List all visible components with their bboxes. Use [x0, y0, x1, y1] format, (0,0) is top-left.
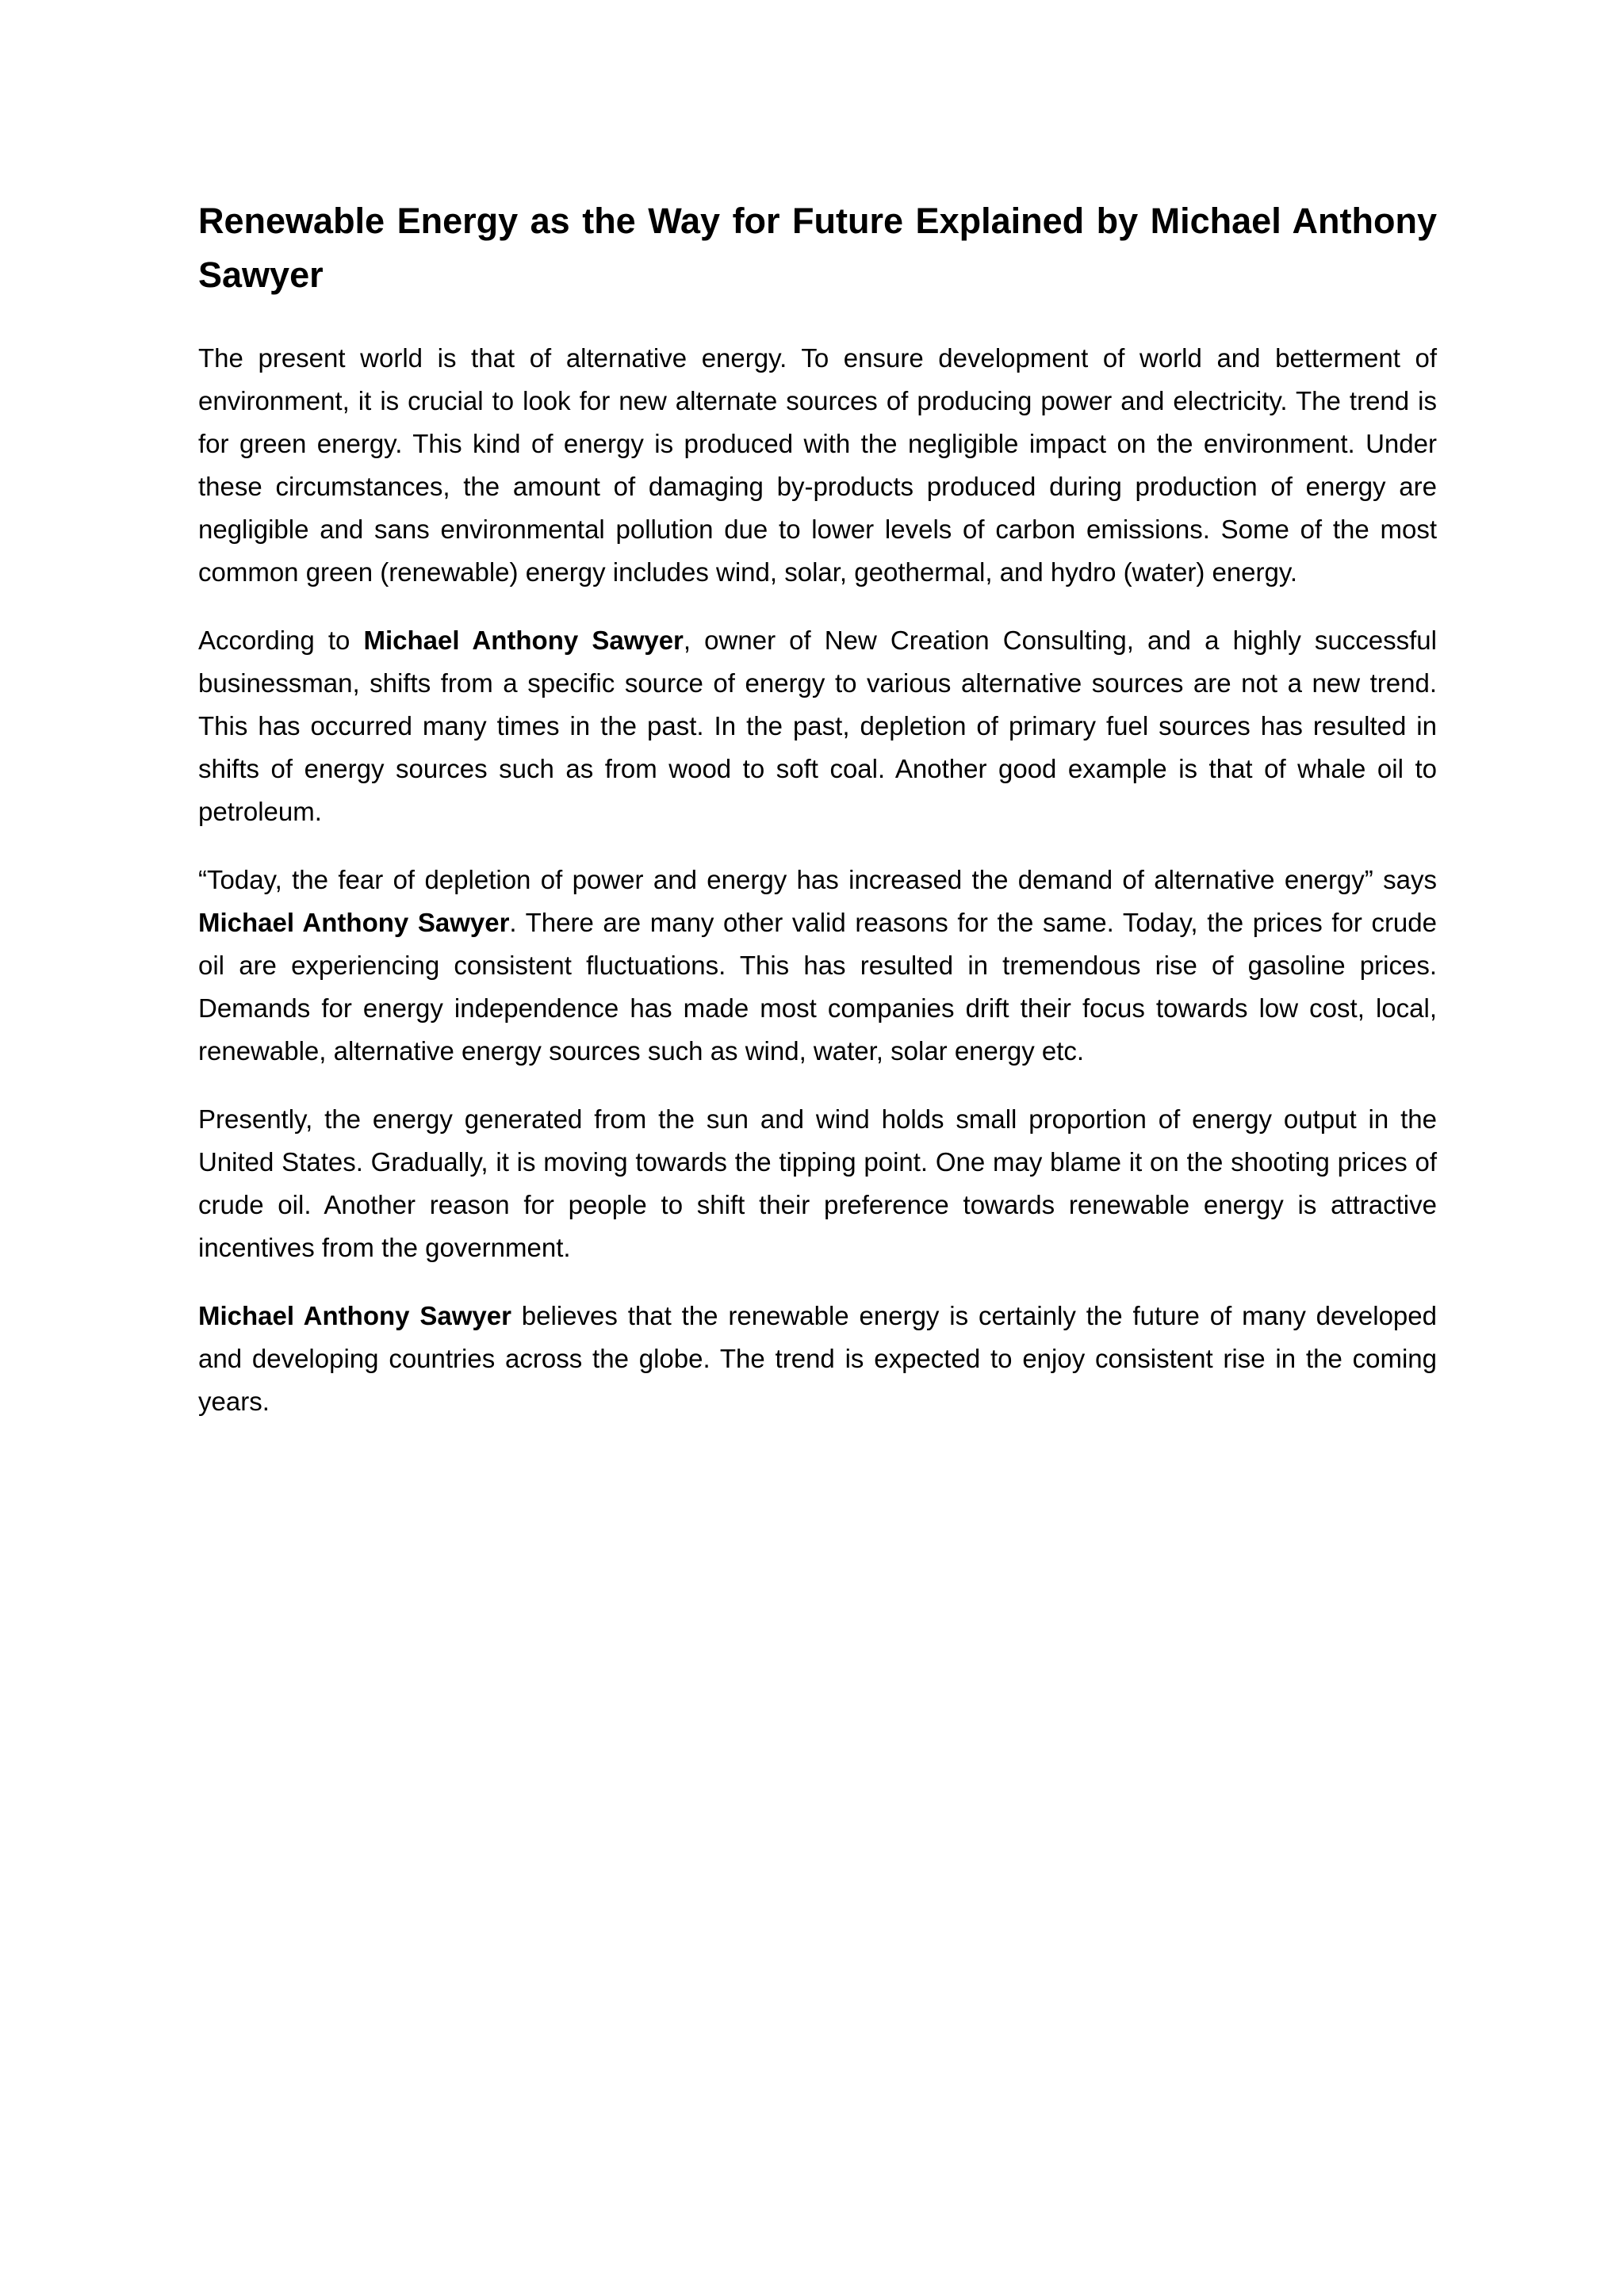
paragraph-5-rest: believes that the renewable energy is certainly the future of many developed and developing countries across the globe. The trend is expected to enjoy consistent rise in the coming years.: [198, 1301, 1437, 1416]
paragraph-2-rest: , owner of New Creation Consulting, and a highly successful businessman, shifts from a specific source of energy to various alternative sources are not a new trend. This has occurred many times in the past. In the past, depletion of primary fuel sources has resulted in shifts of energy sources such as from wood to soft coal. Another good example is that of whale oil to petroleum.: [198, 626, 1437, 826]
paragraph-3-quote: “Today, the fear of depletion of power and energy has increased the demand of alternative energy” says: [198, 865, 1437, 894]
paragraph-1: [198, 337, 1437, 594]
document-page: [198, 194, 1437, 1448]
paragraph-2-intro: According to: [198, 626, 364, 655]
paragraph-4: [198, 1098, 1437, 1269]
paragraph-2: [198, 619, 1437, 833]
paragraph-3-bold-name: Michael Anthony Sawyer: [198, 908, 510, 937]
paragraph-3: [198, 859, 1437, 1073]
paragraph-4-text: Presently, the energy generated from the sun and wind holds small proportion of energy output in the United States. Gradually, it is moving towards the tipping point. One may blame it on the shooting prices of crude oil. Another reason for people to shift their preference towards renewable energy is attractive incentives from the government.: [198, 1104, 1437, 1262]
paragraph-3-rest: . There are many other valid reasons for the same. Today, the prices for crude oil are experiencing consistent fluctuations. This has resulted in tremendous rise of gasoline prices. Demands for energy independence has made most companies drift their focus towards low cost, local, renewable, alternative energy sources such as wind, water, solar energy etc.: [198, 908, 1437, 1066]
paragraph-1-text: The present world is that of alternative energy. To ensure development of world and betterment of environment, it is crucial to look for new alternate sources of producing power and electricity. The trend is for green energy. This kind of energy is produced with the negligible impact on the environment. Under these circumstances, the amount of damaging by-products produced during production of energy are negligible and sans environmental pollution due to lower levels of carbon emissions. Some of the most common green (renewable) energy includes wind, solar, geothermal, and hydro (water) energy.: [198, 343, 1437, 587]
paragraph-5-bold-name: Michael Anthony Sawyer: [198, 1301, 511, 1330]
paragraph-5: [198, 1295, 1437, 1423]
document-title: Renewable Energy as the Way for Future Explained by Michael Anthony Sawyer: [198, 201, 1437, 295]
paragraph-2-bold-name: Michael Anthony Sawyer: [363, 626, 684, 655]
